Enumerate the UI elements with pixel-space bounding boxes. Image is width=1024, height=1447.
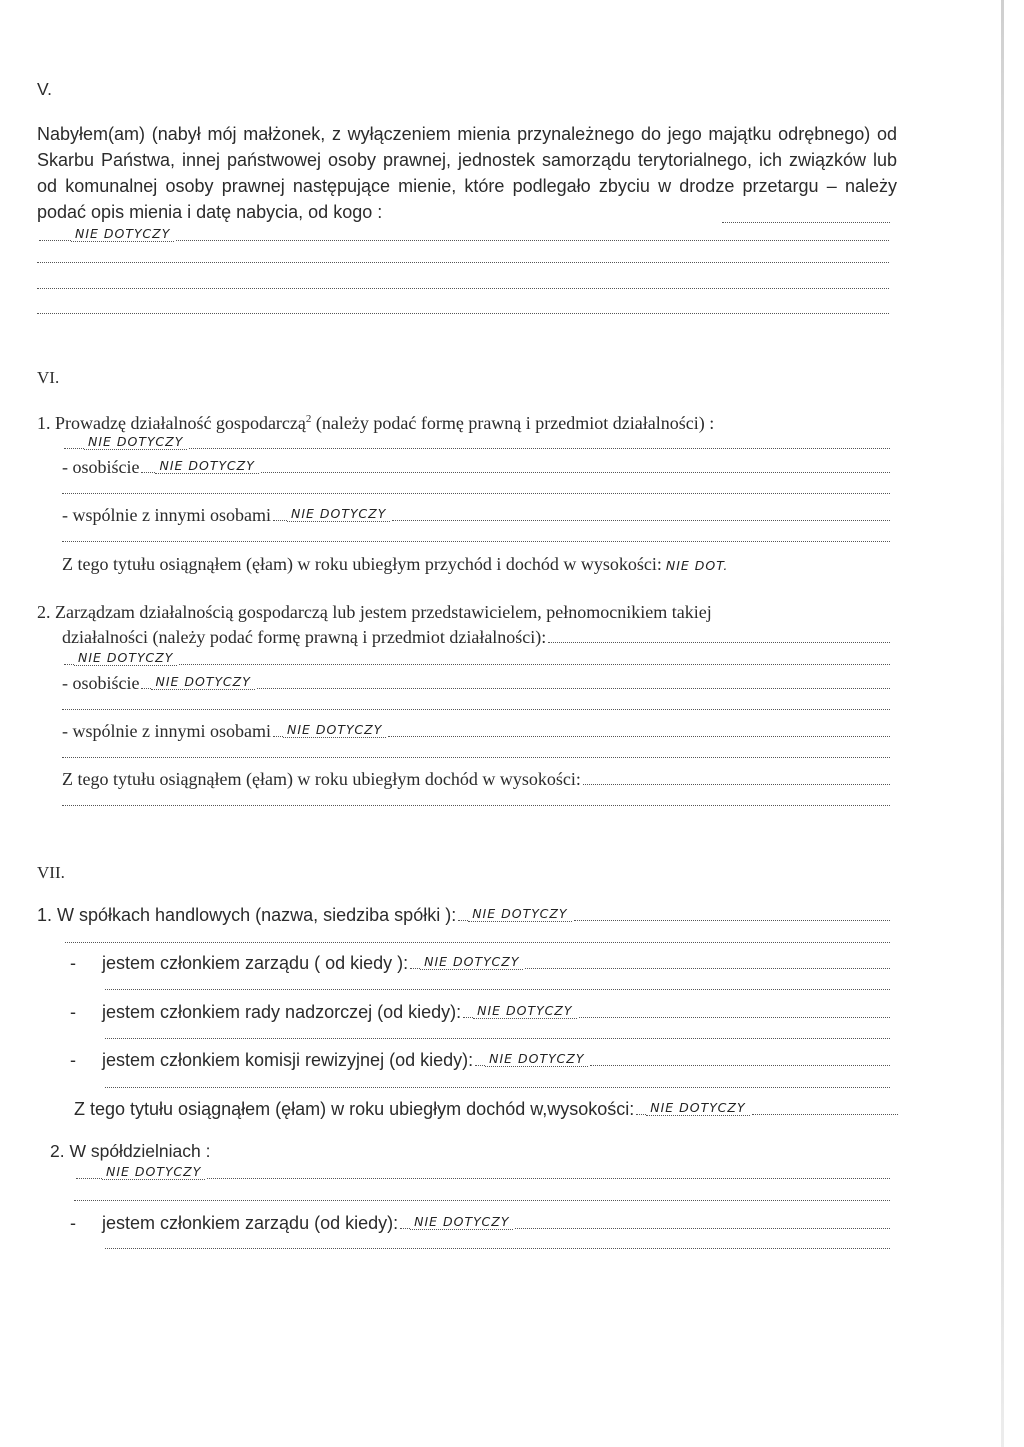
dotted-line (65, 942, 890, 943)
section-vii-item2-answer-row (74, 1162, 890, 1184)
section-vii-item2-board-row: - jestem członkiem zarządu (od kiedy): NIE DOTYCZY (70, 1212, 890, 1234)
dotted-line (62, 493, 890, 494)
section-vi-item2-label-line1: 2. Zarządzam działalnością gospodarczą lub jestem przedstawicielem, pełnomocnikiem takiej (37, 602, 712, 622)
section-vi-item2-personal-row: - osobiście NIE DOTYCZY (62, 672, 890, 694)
section-vi-item1-answer-row (62, 432, 890, 454)
section-v-answer: NIE DOTYCZY (71, 227, 174, 242)
section-vi-item2-joint-row: - wspólnie z innymi osobami NIE DOTYCZY (62, 720, 890, 742)
section-vi-item2-answer-row (62, 648, 890, 670)
section-vii-board-answer: NIE DOTYCZY (420, 955, 523, 970)
section-vi-heading: VI. (37, 368, 60, 387)
dotted-line (105, 1087, 890, 1088)
section-vii-item2-board-answer: NIE DOTYCZY (410, 1215, 513, 1230)
section-vii-audit-row: - jestem członkiem komisji rewizyjnej (od kiedy): NIE DOTYCZY (70, 1049, 890, 1071)
section-vi-item1-joint-answer: NIE DOTYCZY (287, 507, 390, 522)
scan-edge-artifact (1001, 0, 1004, 1447)
dotted-line (62, 709, 890, 710)
section-vii-income-answer: NIE DOTYCZY (646, 1101, 749, 1116)
section-vii-item1-answer: NIE DOTYCZY (468, 907, 571, 922)
section-vi-item1-income-answer: NIE DOT. (665, 558, 729, 573)
section-vii-item2-label: 2. W spółdzielniach : (50, 1141, 211, 1161)
section-vi-item2-joint-answer: NIE DOTYCZY (283, 723, 386, 738)
section-vi-item1-personal-answer: NIE DOTYCZY (155, 459, 258, 474)
section-vii-board-row: - jestem członkiem zarządu ( od kiedy ): NIE DOTYCZY (70, 952, 890, 974)
dotted-line (722, 222, 890, 223)
section-vi-item2-label-row: działalności (należy podać formę prawną i przedmiot działalności): (62, 626, 890, 648)
section-vii-audit-answer: NIE DOTYCZY (485, 1052, 588, 1067)
dotted-line (37, 288, 889, 289)
section-vii-income-row: Z tego tytułu osiągnąłem (ęłam) w roku ubiegłym dochód w,wysokości: NIE DOTYCZY (74, 1098, 898, 1120)
dotted-line (105, 1248, 890, 1249)
section-vii-supervisory-row: - jestem członkiem rady nadzorczej (od kiedy): NIE DOTYCZY (70, 1001, 890, 1023)
dotted-line (37, 262, 889, 263)
section-v-heading: V. (37, 79, 52, 99)
section-vii-heading: VII. (37, 863, 65, 882)
section-vi-item1-personal-row: - osobiście NIE DOTYCZY (62, 456, 890, 478)
dotted-line (105, 989, 890, 990)
dotted-line (37, 313, 889, 314)
dotted-line (105, 1038, 890, 1039)
section-vii-item1-row: 1. W spółkach handlowych (nazwa, siedziba spółki ): NIE DOTYCZY (37, 904, 890, 926)
dotted-line (62, 805, 890, 806)
dotted-line (62, 541, 890, 542)
section-vi-item2-answer: NIE DOTYCZY (74, 651, 177, 666)
section-vi-item1-label: 1. Prowadzę działalność gospodarczą$^2$ (należy podać formę prawną i przedmiot działalności) : (37, 413, 715, 433)
section-v-paragraph: Nabyłem(am) (nabył mój małżonek, z wyłączeniem mienia przynależnego do jego majątku odrębnego) od Skarbu Państwa, innej państwowej osoby prawnej, jednostek samorządu terytorialnego, ich związków lub od komunalnej osoby prawnej następujące mienie, które podlegało zbyciu w drodze przetargu – należy podać opis mienia i datę nabycia, od kogo : (37, 124, 897, 222)
dotted-line (74, 1200, 890, 1201)
dotted-line (62, 757, 890, 758)
section-vi-item1-answer: NIE DOTYCZY (84, 435, 187, 450)
section-vi-item1-income-row: Z tego tytułu osiągnąłem (ęłam) w roku ubiegłym przychód i dochód w wysokości: NIE DOT. (62, 553, 898, 575)
section-vi-item2-income-row: Z tego tytułu osiągnąłem (ęłam) w roku ubiegłym dochód w wysokości: (62, 768, 890, 790)
section-vii-item2-answer: NIE DOTYCZY (102, 1165, 205, 1180)
section-vi-item1-joint-row: - wspólnie z innymi osobami NIE DOTYCZY (62, 504, 890, 526)
section-vi-item2-personal-answer: NIE DOTYCZY (151, 675, 254, 690)
section-v-answer-row (37, 224, 889, 246)
section-vii-supervisory-answer: NIE DOTYCZY (473, 1004, 576, 1019)
